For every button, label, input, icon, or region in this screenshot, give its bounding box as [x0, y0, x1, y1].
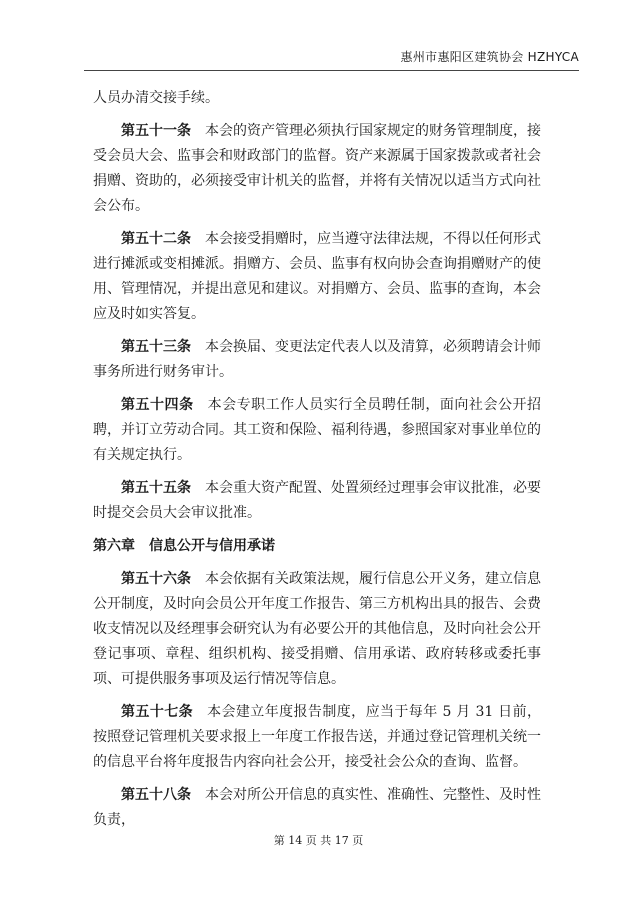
- article-57: [93, 700, 541, 775]
- chapter-heading: [93, 534, 541, 559]
- chapter-title: 信息公开与信用承诺: [149, 538, 275, 554]
- article-number: 第五十七条: [121, 704, 194, 720]
- article-number: 第五十六条: [121, 571, 191, 587]
- article-number: 第五十八条: [121, 787, 191, 803]
- article-number: 第五十二条: [121, 231, 191, 247]
- article-text: 本会的资产管理必须执行国家规定的财务管理制度，接受会员大会、监事会和财政部门的监督。资产来源属于国家拨款或者社会捐赠、资助的，必须接受审计机关的监督，并将有关情况以适当方式向社会公布。: [93, 123, 541, 214]
- article-text: 本会重大资产配置、处置须经过理事会审议批准，必要时提交会员大会审议批准。: [93, 480, 541, 521]
- article-55: [93, 476, 541, 526]
- article-number: 第五十四条: [121, 397, 194, 413]
- article-number: 第五十一条: [121, 123, 191, 139]
- article-52: [93, 227, 541, 327]
- page-header: 惠州市惠阳区建筑协会 HZHYCA: [400, 50, 579, 64]
- chapter-label: 第六章: [93, 538, 135, 554]
- continuation-text: 人员办清交接手续。: [93, 90, 219, 106]
- article-text: 本会接受捐赠时，应当遵守法律法规，不得以任何形式进行摊派或变相摊派。捐赠方、会员、监事有权向协会查询捐赠财产的使用、管理情况，并提出意见和建议。对捐赠方、会员、监事的查询，本会应及时如实答复。: [93, 231, 541, 322]
- article-text: 本会依据有关政策法规，履行信息公开义务，建立信息公开制度，及时向会员公开年度工作报告、第三方机构出具的报告、会费收支情况以及经理事会研究认为有必要公开的其他信息，及时向社会公开登记事项、章程、组织机构、接受捐赠、信用承诺、政府转移或委托事项、可提供服务事项及运行情况等信息。: [93, 571, 541, 687]
- article-54: [93, 393, 541, 468]
- document-body: [93, 86, 541, 841]
- article-56: [93, 567, 541, 692]
- article-51: [93, 119, 541, 219]
- article-53: [93, 335, 541, 385]
- article-text: 本会专职工作人员实行全员聘任制，面向社会公开招聘，并订立劳动合同。其工资和保险、福利待遇，参照国家对事业单位的有关规定执行。: [93, 397, 541, 463]
- article-text: 本会对所公开信息的真实性、准确性、完整性、及时性负责，: [93, 787, 541, 828]
- article-number: 第五十三条: [121, 339, 191, 355]
- article-text: 本会换届、变更法定代表人以及清算，必须聘请会计师事务所进行财务审计。: [93, 339, 541, 380]
- article-58: [93, 783, 541, 833]
- article-text: 本会建立年度报告制度，应当于每年 5 月 31 日前，按照登记管理机关要求报上一年度工作报告送，并通过登记管理机关统一的信息平台将年度报告内容向社会公开，接受社会公众的查询、监督。: [93, 704, 542, 770]
- article-number: 第五十五条: [121, 480, 191, 496]
- page-number: 第 14 页 共 17 页: [273, 834, 364, 847]
- header-rule: [84, 70, 579, 71]
